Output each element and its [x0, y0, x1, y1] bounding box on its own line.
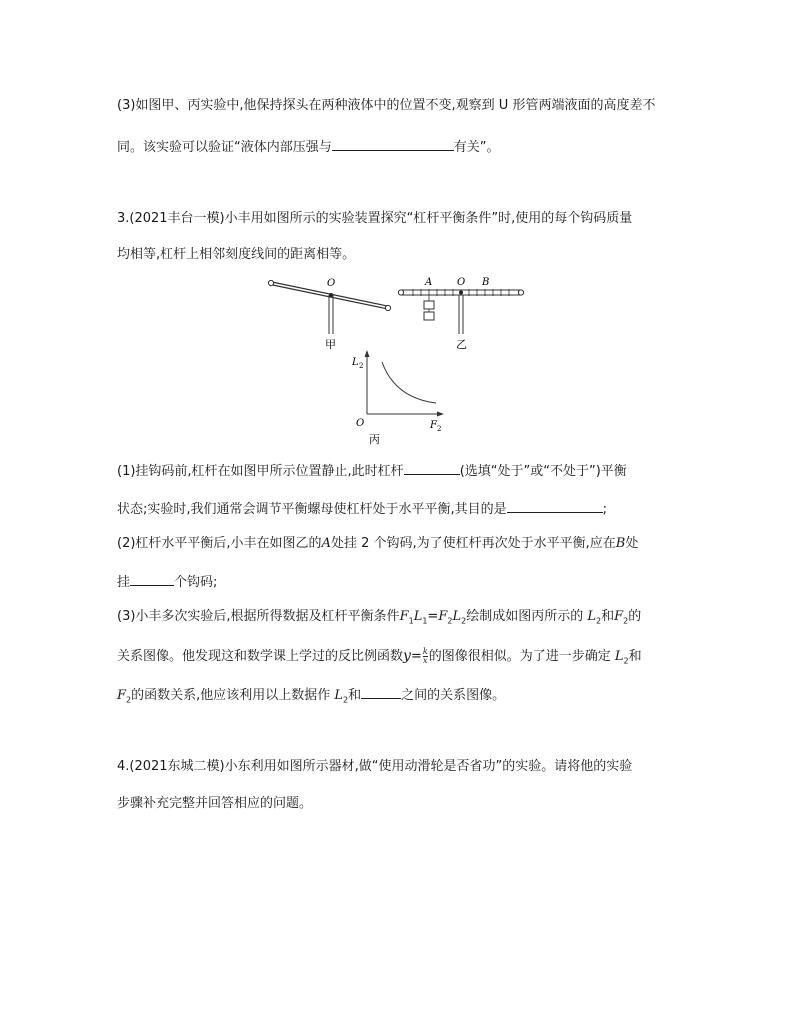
axis-x-sub: 2	[437, 425, 442, 433]
pivot-label-jia: O	[327, 278, 336, 289]
formula-l1-sub: 1	[422, 616, 428, 626]
pivot-label-yi: O	[457, 277, 466, 288]
formula-f1: F	[399, 609, 409, 624]
q3-p3-and: 和	[601, 609, 615, 624]
formula-l1: L	[413, 609, 423, 624]
q3-p1-line2-after: ;	[602, 502, 608, 517]
q3-p2-point-b: B	[615, 536, 626, 551]
formula-l2: L	[452, 609, 462, 624]
q3-p2-text-a: (2)杠杆水平平衡后,小丰在如图乙的	[117, 536, 322, 551]
formula-f2: F	[438, 609, 448, 624]
q2-part3-line1: (3)如图甲、丙实验中,他保持探头在两种液体中的位置不变,观察到 U 形管两端液面的高度差不	[117, 98, 656, 113]
var-l2: L	[334, 688, 344, 703]
var-l2-sub: 2	[343, 695, 349, 705]
curve-l2-f2	[382, 362, 436, 403]
origin-label: O	[356, 418, 365, 429]
formula-f1-sub: 1	[408, 616, 414, 626]
q3-intro-line1: 3.(2021丰台一模)小丰用如图所示的实验装置探究“杠杆平衡条件”时,使用的每个钩码质量	[117, 211, 633, 226]
figure-yi	[398, 277, 523, 351]
label-yi: 乙	[456, 338, 467, 351]
var-f2: F	[614, 609, 624, 624]
q2-part3-line2-before: 同。该实验可以验证“液体内部压强与	[117, 140, 332, 155]
axis-x-label: F	[430, 420, 437, 431]
q4-line1: 4.(2021东城二模)小东利用如图所示器材,做“使用动滑轮是否省功”的实验。请将他的实验	[117, 759, 633, 774]
figure-jia	[268, 278, 390, 351]
q3-p1-line1	[117, 462, 627, 480]
axis-y-label: L	[352, 357, 359, 368]
q3-p3-line3-a: 的函数关系,他应该利用以上数据作	[131, 688, 331, 703]
answer-blank[interactable]	[361, 686, 401, 699]
q3-p3-line3	[117, 686, 505, 709]
formula-l2-sub: 2	[461, 616, 467, 626]
q3-p3-text-c: 的	[628, 609, 642, 624]
func-k: k	[422, 647, 428, 656]
q4-line2: 步骤补充完整并回答相应的问题。	[117, 796, 313, 811]
var-f2-sub: 2	[126, 695, 132, 705]
q3-p3-line3-b: 和	[348, 688, 362, 703]
func-x: x	[423, 656, 428, 665]
var-l2: L	[587, 609, 596, 624]
q3-p3-line2-c: 和	[628, 649, 642, 664]
formula-equals: =	[427, 609, 439, 624]
q3-p2-line2-after: 个钩码;	[174, 575, 218, 590]
answer-blank[interactable]	[332, 138, 454, 151]
balance-nut-right	[385, 305, 390, 310]
q3-p3-line2	[117, 648, 642, 670]
func-y: y	[403, 648, 411, 664]
q3-p1-line1-after: (选填“处于”或“不处于”)平衡	[459, 464, 627, 479]
answer-blank[interactable]	[404, 462, 460, 475]
func-fraction	[423, 648, 428, 665]
formula-f2-sub: 2	[447, 616, 453, 626]
q3-p3-line2-a: 关系图像。他发现这和数学课上学过的反比例函数	[117, 649, 404, 664]
q3-p1-line2-before: 状态;实验时,我们通常会调节平衡螺母使杠杆处于水平平衡,其目的是	[117, 502, 507, 517]
q3-p3-line3-c: 之间的关系图像。	[401, 688, 506, 703]
hook-weight-1	[424, 301, 434, 309]
balance-nut-left	[268, 280, 273, 285]
var-f2-sub: 2	[623, 616, 629, 626]
q3-p2-text-c: 处	[625, 536, 639, 551]
q3-p3-line2-b: 的图像很相似。为了进一步确定	[428, 649, 611, 664]
label-jia: 甲	[325, 338, 336, 351]
pivot-jia	[329, 293, 333, 297]
var-f2: F	[117, 688, 127, 703]
q3-p2-line2-before: 挂	[117, 575, 131, 590]
func-equals: =	[410, 649, 422, 664]
q2-part3-line2	[117, 138, 500, 156]
q3-p3-text-a: (3)小丰多次实验后,根据所得数据及杠杆平衡条件	[117, 609, 400, 624]
q2-part3-line2-after: 有关”。	[453, 140, 500, 155]
var-l2: L	[614, 649, 624, 664]
q3-p1-line1-before: (1)挂钩码前,杠杆在如图甲所示位置静止,此时杠杆	[117, 464, 404, 479]
answer-blank[interactable]	[507, 500, 603, 513]
q3-p3-text-b: 绘制成如图丙所示的	[466, 609, 584, 624]
q3-p2-text-b: 处挂 2 个钩码,为了使杠杆再次处于水平平衡,应在	[330, 536, 616, 551]
point-label-a: A	[425, 277, 433, 288]
label-bing: 丙	[369, 433, 380, 446]
point-label-b: B	[482, 277, 490, 288]
figure-bing	[351, 350, 444, 446]
q3-p1-line2	[117, 500, 607, 518]
var-l2-sub: 2	[595, 616, 602, 626]
q3-p3-line1	[117, 609, 641, 630]
q3-p2-point-a: A	[321, 536, 331, 551]
q3-intro-line2: 均相等,杠杆上相邻刻度线间的距离相等。	[117, 247, 356, 262]
lever-figures	[0, 270, 794, 450]
pivot-yi	[459, 291, 463, 295]
var-l2-sub: 2	[623, 656, 629, 666]
q3-p2-line2	[117, 573, 217, 591]
answer-blank[interactable]	[130, 573, 174, 586]
hook-weight-2	[424, 312, 434, 320]
axis-y-sub: 2	[359, 362, 364, 370]
q3-p2-line1	[117, 536, 638, 552]
